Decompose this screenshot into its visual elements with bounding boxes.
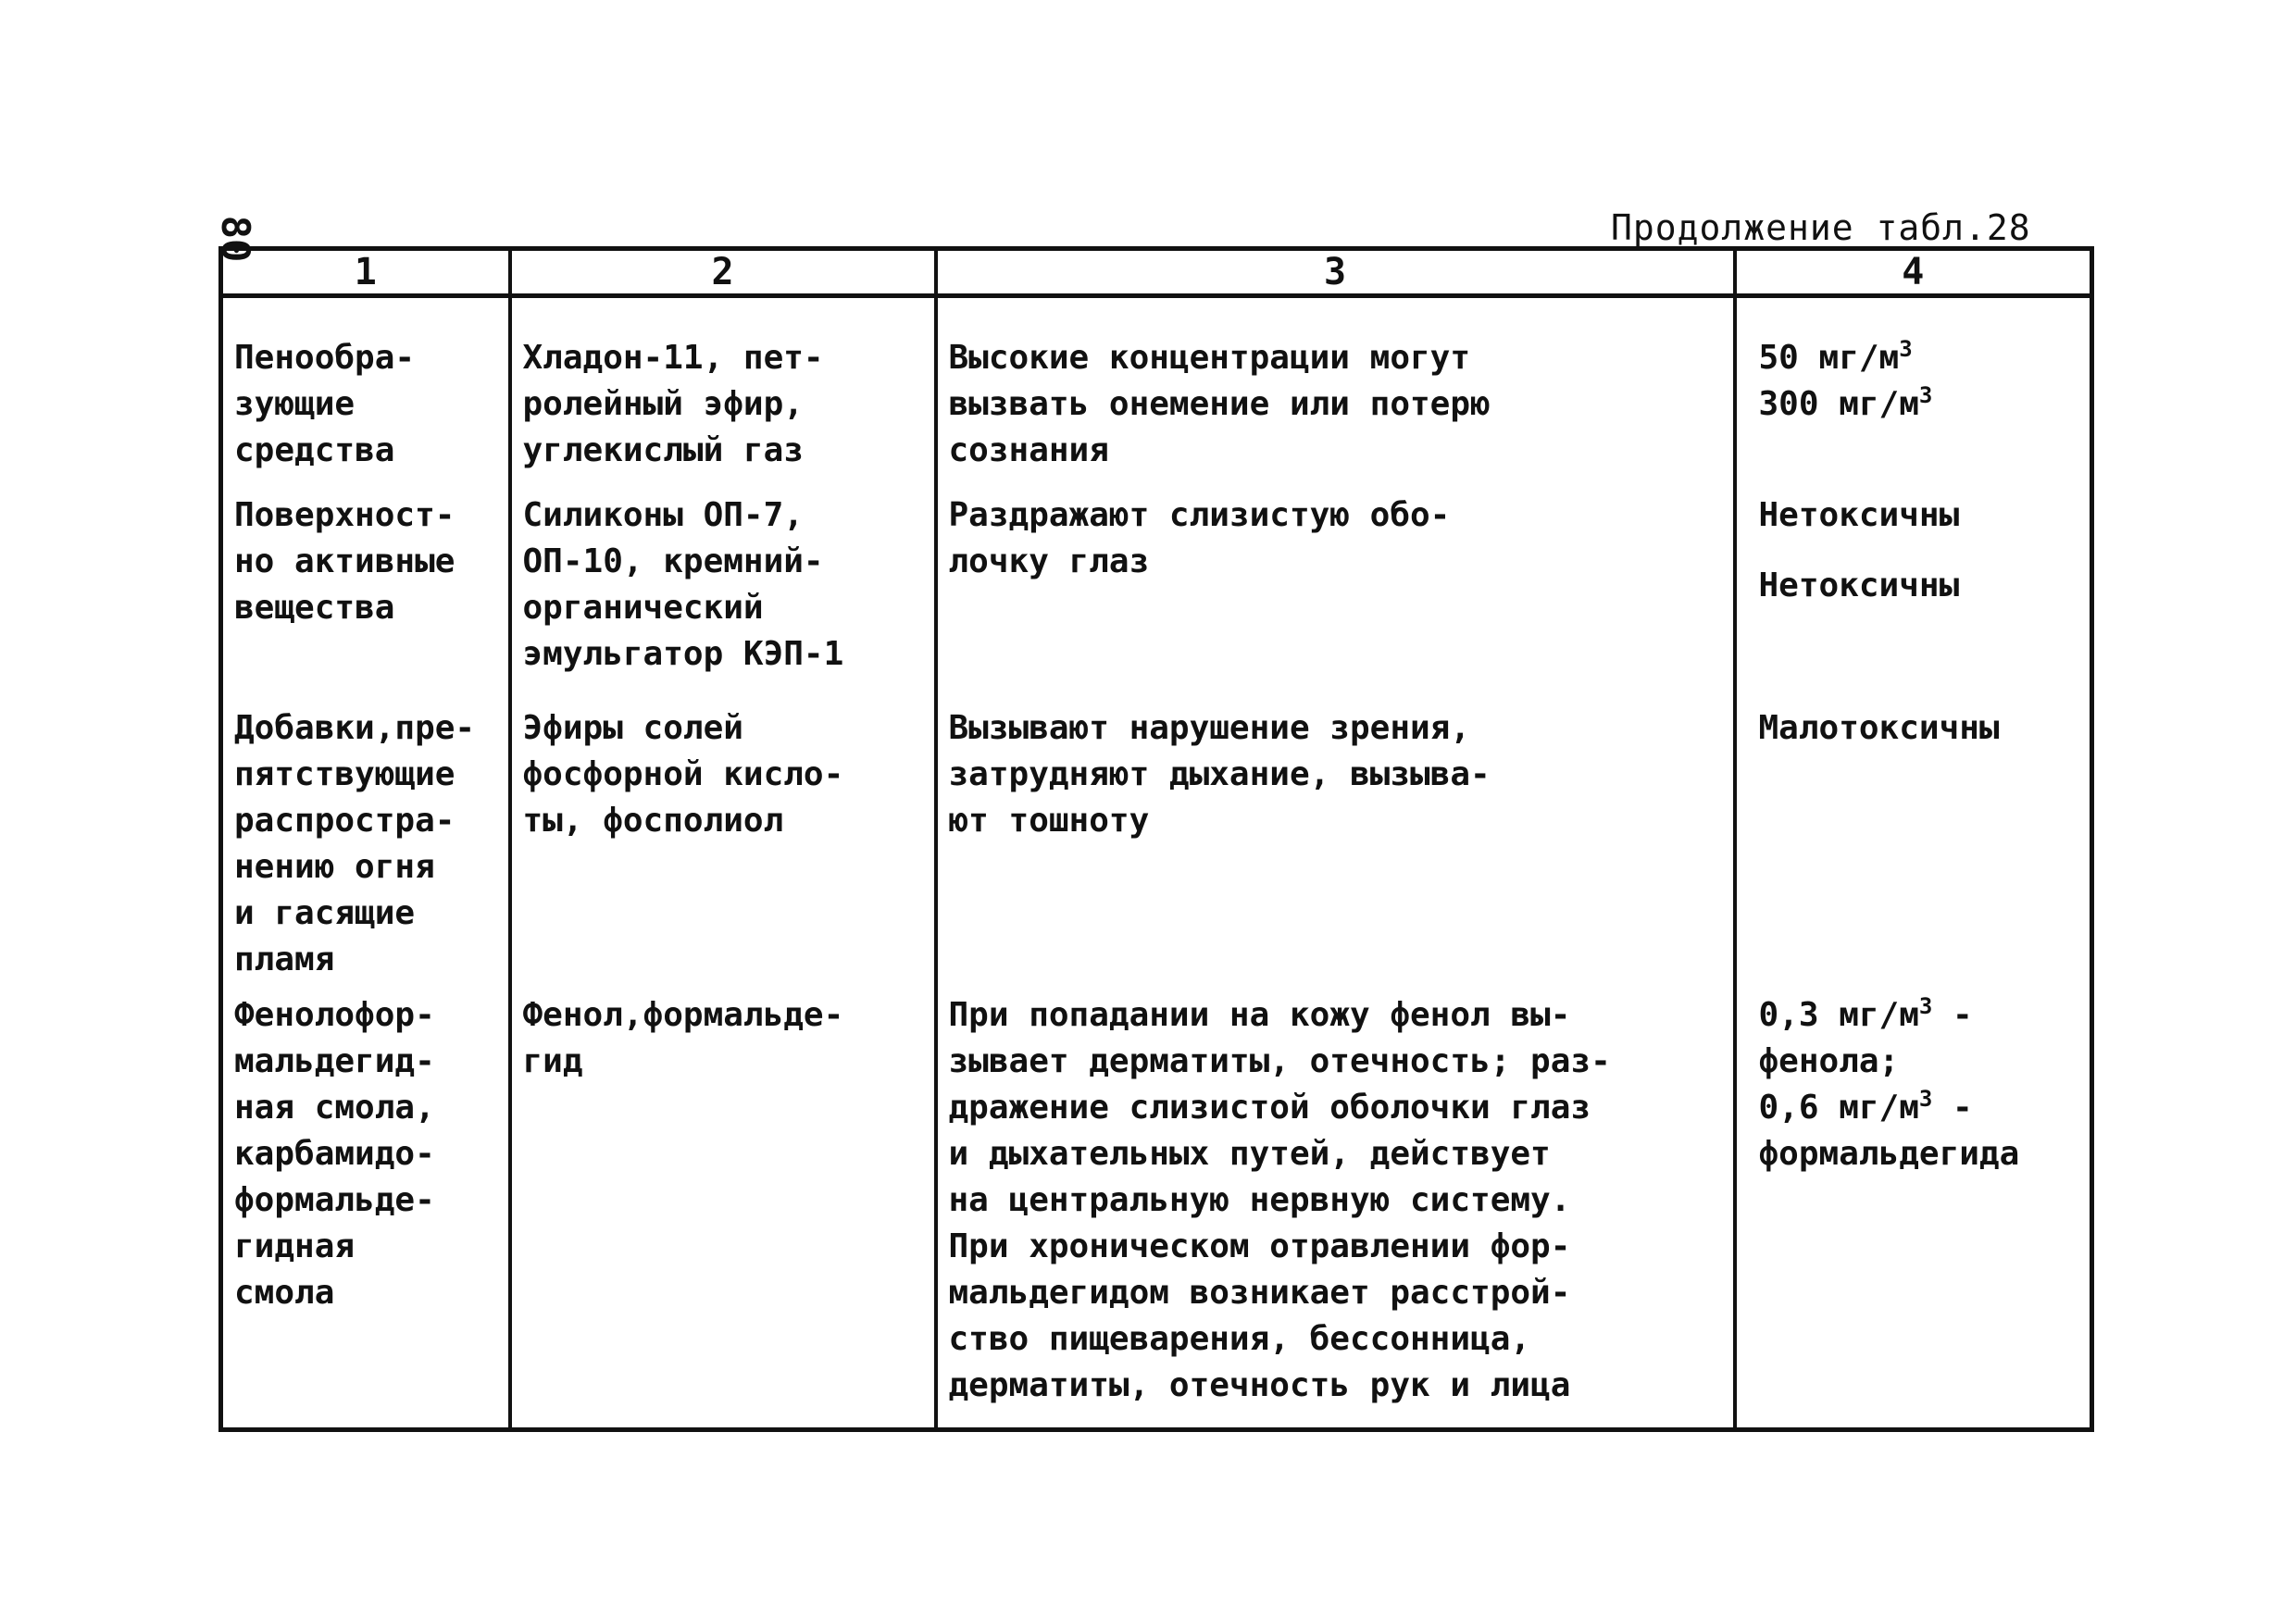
table-row (221, 492, 2092, 705)
cell-line: мальдегид- (234, 1042, 435, 1080)
cell-line: пламя (234, 940, 335, 978)
unit-exponent: 3 (1918, 382, 1933, 408)
cell-col-4 (1735, 296, 2092, 493)
value-text: 300 мг/м (1758, 385, 1919, 423)
cell-line: и гасящие (234, 894, 416, 932)
cell-line (1759, 992, 2085, 1039)
cell-line: вызвать онемение или потерю (948, 385, 1491, 423)
cell-line (1759, 381, 2085, 428)
table-row (221, 705, 2092, 992)
cell-line: но активные (234, 542, 455, 580)
cell-col-4 (1735, 992, 2092, 1430)
cell-line: распростра- (234, 802, 455, 840)
cell-col-4 (1735, 492, 2092, 705)
cell-line: вещества (234, 589, 395, 627)
cell-col-3 (936, 492, 1735, 705)
cell-line: мальдегидом возникает расстрой- (948, 1274, 1571, 1312)
cell-line: зующие (234, 385, 356, 423)
table-caption: Продолжение табл.28 (1611, 207, 2031, 248)
cell-line: и дыхательных путей, действует (948, 1135, 1551, 1173)
cell-line: Высокие концентрации могут (948, 339, 1471, 377)
cell-line: дражение слизистой оболочки глаз (948, 1089, 1591, 1127)
cell-line: эмульгатор КЭП-1 (522, 635, 844, 673)
cell-line: ролейный эфир, (522, 385, 804, 423)
cell-col-2 (510, 492, 936, 705)
cell-col-3 (936, 705, 1735, 992)
cell-line: сознания (948, 431, 1109, 469)
header-row (221, 249, 2092, 296)
cell-line: ОП-10, кремний- (522, 542, 824, 580)
column-header: 2 (510, 249, 936, 296)
cell-line: средства (234, 431, 395, 469)
cell-line: Фенол,формальде- (522, 996, 844, 1034)
cell-line: лочку глаз (948, 542, 1150, 580)
cell-line: карбамидо- (234, 1135, 435, 1173)
cell-col-1 (221, 705, 510, 992)
value-dash: - (1932, 996, 1973, 1034)
column-header: 1 (221, 249, 510, 296)
value-text: фенола; (1758, 1042, 1900, 1080)
cell-line: гид (522, 1042, 583, 1080)
cell-line: При попадании на кожу фенол вы- (948, 996, 1571, 1034)
cell-line: Вызывают нарушение зрения, (948, 709, 1471, 747)
cell-line: гидная (234, 1227, 356, 1265)
cell-line: ты, фосполиол (522, 802, 784, 840)
table-row (221, 296, 2092, 493)
cell-line: углекислый газ (522, 431, 804, 469)
unit-exponent: 3 (1899, 336, 1913, 362)
value-text: 0,3 мг/м (1758, 996, 1919, 1034)
cell-line: дерматиты, отечность рук и лица (948, 1366, 1571, 1404)
cell-line: При хроническом отравлении фор- (948, 1227, 1571, 1265)
cell-line (1759, 492, 2085, 539)
cell-line: Эфиры солей (522, 709, 743, 747)
cell-line: Пенообра- (234, 339, 416, 377)
value-text: 0,6 мг/м (1758, 1089, 1919, 1127)
cell-line: органический (522, 589, 764, 627)
cell-line: ют тошноту (948, 802, 1150, 840)
column-header: 4 (1735, 249, 2092, 296)
value-text: 50 мг/м (1758, 339, 1900, 377)
cell-line (1759, 1085, 2085, 1131)
cell-line: Добавки,пре- (234, 709, 476, 747)
cell-col-2 (510, 705, 936, 992)
cell-line: формальде- (234, 1181, 435, 1219)
page-number: 80 (213, 215, 258, 263)
cell-line: нению огня (234, 848, 435, 886)
cell-line: зывает дерматиты, отечность; раз- (948, 1042, 1611, 1080)
cell-col-2 (510, 992, 936, 1430)
unit-exponent: 3 (1918, 993, 1933, 1019)
cell-col-1 (221, 492, 510, 705)
cell-line: затрудняют дыхание, вызыва- (948, 755, 1491, 793)
table-row (221, 992, 2092, 1430)
cell-line (1759, 1039, 2085, 1085)
cell-line (1759, 335, 2085, 381)
unit-exponent: 3 (1918, 1086, 1933, 1112)
cell-col-3 (936, 296, 1735, 493)
value-text: формальдегида (1758, 1135, 2020, 1173)
cell-line (1759, 1131, 2085, 1177)
cell-line: Раздражают слизистую обо- (948, 496, 1451, 534)
value-text: Нетоксичны (1758, 567, 1960, 604)
cell-line: Фенолофор- (234, 996, 435, 1034)
value-text: Нетоксичны (1758, 496, 1960, 534)
cell-line: на центральную нервную систему. (948, 1181, 1571, 1219)
cell-col-2 (510, 296, 936, 493)
cell-line (1759, 705, 2085, 752)
cell-line: Хладон-11, пет- (522, 339, 824, 377)
cell-line: смола (234, 1274, 335, 1312)
value-text: Малотоксичны (1758, 709, 2000, 747)
value-dash: - (1932, 1089, 1973, 1127)
data-table (218, 246, 2094, 1432)
cell-line: ство пищеварения, бессонница, (948, 1320, 1531, 1358)
cell-line: фосфорной кисло- (522, 755, 844, 793)
column-header: 3 (936, 249, 1735, 296)
cell-col-1 (221, 296, 510, 493)
cell-col-1 (221, 992, 510, 1430)
cell-col-3 (936, 992, 1735, 1430)
cell-line (1759, 563, 2085, 609)
cell-line: Силиконы ОП-7, (522, 496, 804, 534)
cell-line: пятствующие (234, 755, 455, 793)
cell-col-4 (1735, 705, 2092, 992)
cell-line: Поверхност- (234, 496, 455, 534)
cell-line: ная смола, (234, 1089, 435, 1127)
